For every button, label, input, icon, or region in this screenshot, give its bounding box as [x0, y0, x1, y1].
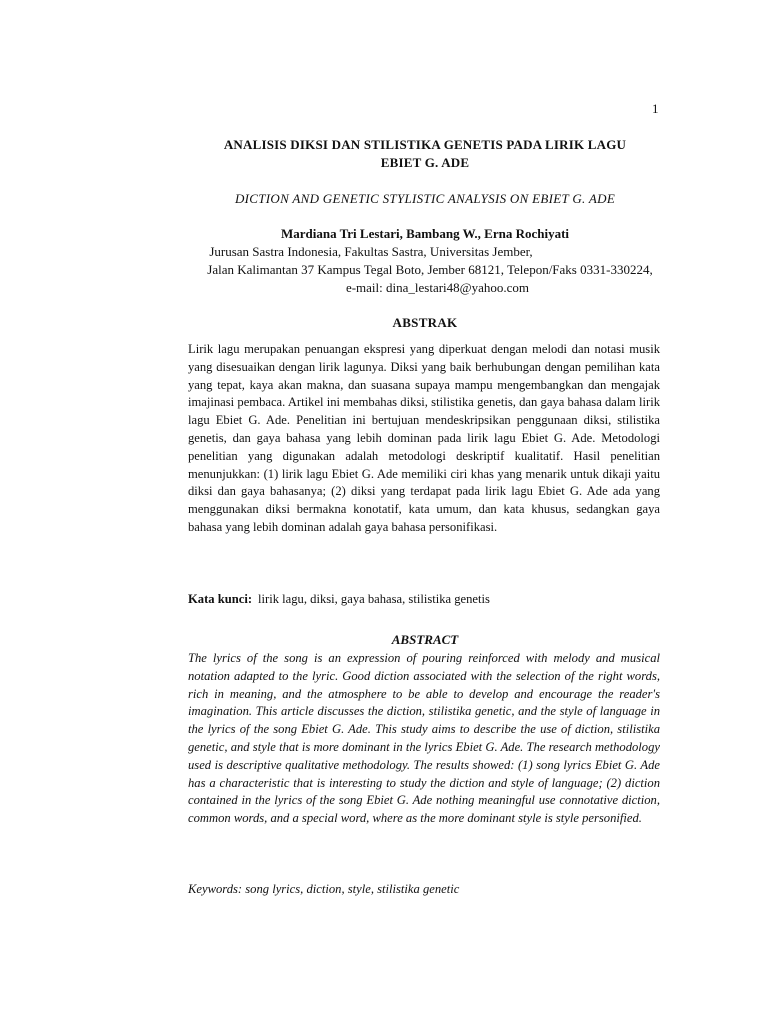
affiliation-email: e-mail: dina_lestari48@yahoo.com — [345, 280, 530, 295]
affiliation — [100, 243, 760, 297]
paper-title — [140, 136, 710, 172]
kata-kunci-values: lirik lagu, diksi, gaya bahasa, stilistika genetis — [258, 592, 490, 606]
abstract-heading: ABSTRACT — [391, 632, 459, 647]
page-number: 1 — [652, 101, 659, 116]
paper-title-line-1: ANALISIS DIKSI DAN STILISTIKA GENETIS PADA LIRIK LAGU — [223, 137, 627, 152]
affiliation-line-1: Jurusan Sastra Indonesia, Fakultas Sastra, Universitas Jember, — [209, 244, 533, 259]
paper-title-english: DICTION AND GENETIC STYLISTIC ANALYSIS ON EBIET G. ADE — [234, 191, 616, 206]
kata-kunci — [188, 592, 668, 607]
paper-title-line-2: EBIET G. ADE — [380, 155, 470, 170]
affiliation-line-2: Jalan Kalimantan 37 Kampus Tegal Boto, Jember 68121, Telepon/Faks 0331-330224, — [207, 262, 653, 277]
abstract-body: The lyrics of the song is an expression of pouring reinforced with melody and musical notation adapted to the lyric. Good diction associated with the selection of the right words, rich in meaning, and the atmosphere to be able to develop and encourage the reader's imagination. This article discusses the diction, stilistika genetic, and the style of language in the lyrics of the song Ebiet G. Ade. This study aims to describe the use of diction, stilistika genetic, and style that is more dominant in the lyrics Ebiet G. Ade. The research methodology used is descriptive qualitative methodology. The results showed: (1) song lyrics Ebiet G. Ade has a characteristic that is interesting to study the diction and style of language; (2) diction contained in the lyrics of the song Ebiet G. Ade nothing meaningful use connotative diction, common words, and a special word, where as the more dominant style is style personified. — [188, 651, 660, 826]
author-list: Mardiana Tri Lestari, Bambang W., Erna Rochiyati — [280, 226, 570, 241]
abstrak-heading: ABSTRAK — [392, 315, 458, 330]
keywords-english: Keywords: song lyrics, diction, style, stilistika genetic — [188, 882, 460, 896]
kata-kunci-label: Kata kunci: — [188, 592, 253, 606]
abstrak-body: Lirik lagu merupakan penuangan ekspresi yang diperkuat dengan melodi dan notasi musik yang disesuaikan dengan lirik lagunya. Diksi yang baik berhubungan dengan pemilihan kata yang tepat, kaya akan makna, dan suasana supaya mampu mengembangkan dan mengajak imajinasi pembaca. Artikel ini membahas diksi, stilistika genetis, dan gaya bahasa dalam lirik lagu Ebiet G. Ade. Penelitian ini bertujuan mendeskripsikan penggunaan diksi, stilistika genetis, dan gaya bahasa yang lebih dominan pada lirik lagu Ebiet G. Ade. Metodologi penelitian yang digunakan adalah metodologi deskriptif kualitatif. Hasil penelitian menunjukkan: (1) lirik lagu Ebiet G. Ade memiliki ciri khas yang menarik untuk dikaji yaitu diksi dan gaya bahasanya; (2) diksi yang terdapat pada lirik lagu Ebiet G. Ade ada yang menggunakan diksi bermakna konotatif, kata umum, dan kata khusus, sedangkan gaya bahasa yang lebih dominan adalah gaya bahasa personifikasi. — [188, 342, 660, 534]
